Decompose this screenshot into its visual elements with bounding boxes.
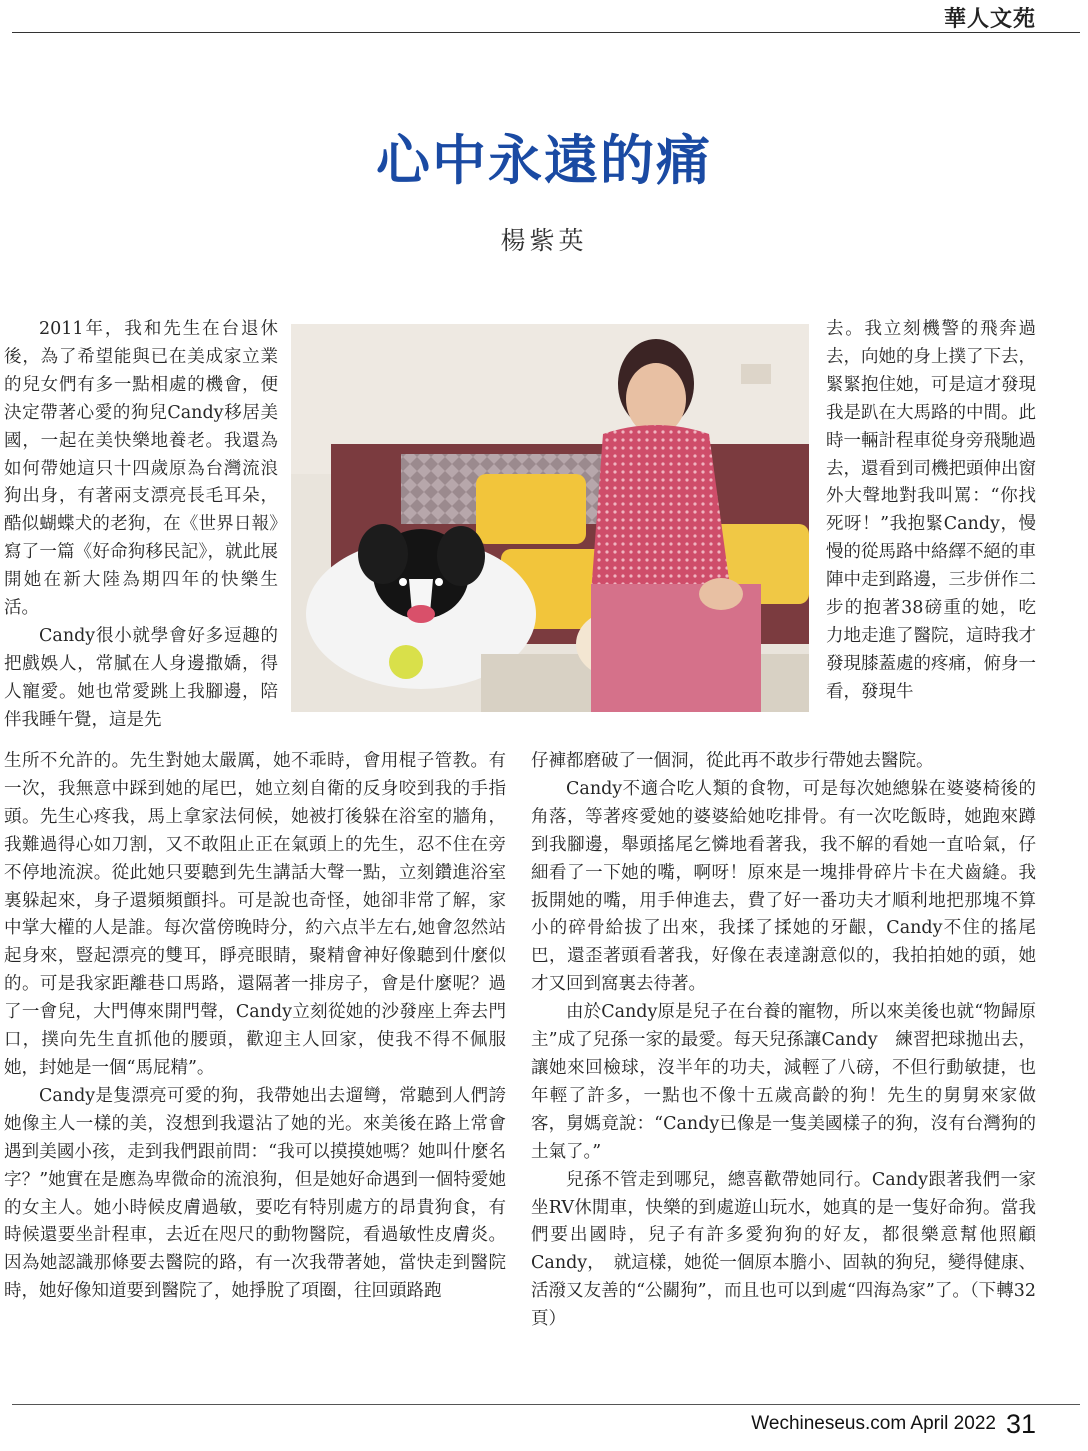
paragraph: 由於Candy原是兒子在台養的寵物，所以來美後也就“物歸原主”成了兒孫一家的最愛。每天兒孫讓Candy 練習把球拋出去，讓她來回檢球，沒半年的功夫，減輕了八磅，不但行動敏捷，也年輕了許多，一點也不像十五歲高齡的狗！先生的舅舅來家做客，舅媽竟說：“Candy已像是一隻美國樣子的狗，沒有台灣狗的土氣了。” — [531, 1002, 1036, 1162]
paragraph: Candy是隻漂亮可愛的狗，我帶她出去遛彎，常聽到人們誇她像主人一樣的美，沒想到我還沾了她的光。來美後在路上常會遇到美國小孩，走到我們跟前問：“我可以摸摸她嗎？她叫什麼名字？”她實在是應為卑微命的流浪狗，但是她好命遇到一個特愛她的女主人。她小時候皮膚過敏，要吃有特別處方的昂貴狗食，有時候還要坐計程車，去近在咫尺的動物醫院，看過敏性皮膚炎。因為她認識那條要去醫院的路，有一次我帶著她，當快走到醫院時，她好像知道要到醫院了，她掙脫了項圈，往回頭路跑 — [4, 1085, 506, 1302]
paragraph: 2011年，我和先生在台退休後，為了希望能與已在美成家立業的兒女們有多一點相處的機會，便決定帶著心愛的狗兒Candy移居美國，一起在美快樂地養老。我還為如何帶她這只十四歲原為台灣流浪狗出身，有著兩支漂亮長毛耳朵，酷似蝴蝶犬的老狗，在《世界日報》寫了一篇《好命狗移民記》，就此展開她在新大陸為期四年的快樂生活。 — [4, 319, 278, 619]
paragraph: 兒孫不管走到哪兒，總喜歡帶她同行。Candy跟著我們一家坐RV休閒車，快樂的到處遊山玩水，她真的是一隻好命狗。當我們要出國時，兒子有許多愛狗狗的好友，都很樂意幫他照顧Candy， 就這樣，她從一個原本膽小、固執的狗兒，變得健康、活潑又友善的“公關狗”，而且也可以到處“四海為家”了。（下轉32頁） — [531, 1169, 1036, 1330]
article-title: 心中永遠的痛 — [376, 129, 712, 192]
paragraph: Candy不適合吃人類的食物，可是每次她總躲在婆婆椅後的角落，等著疼愛她的婆婆給她吃排骨。有一次吃飯時，她跑來蹲到我腳邊，舉頭搖尾乞憐地看著我，我不解的看她一直哈氣，仔細看了一下她的嘴，啊呀！原來是一塊排骨碎片卡在犬齒縫。我扳開她的嘴，用手伸進去，費了好一番功夫才順利地把那塊不算小的碎骨給拔了出來，我揉了揉她的牙齦，Candy不住的搖尾巴，還歪著頭看著我，好像在表達謝意似的，我拍拍她的頭，她才又回到窩裏去待著。 — [531, 778, 1036, 995]
section-heading: 華人文苑 — [943, 6, 1036, 32]
paragraph: 去。我立刻機警的飛奔過去，向她的身上撲了下去，緊緊抱住她，可是這才發現我是趴在大馬路的中間。此時一輛計程車從身旁飛馳過去，還看到司機把頭伸出窗外大聲地對我叫罵：“你找死呀！”我抱緊Candy，慢慢的從馬路中絡繹不絕的車陣中走到路邊，三步併作二步的抱著38磅重的她，吃力地走進了醫院，這時我才發現膝蓋處的疼痛，俯身一看，發現牛 — [826, 319, 1036, 702]
page-number: 31 — [1005, 1408, 1036, 1439]
paragraph: 仔褲都磨破了一個洞，從此再不敢步行帶她去醫院。 — [531, 751, 934, 771]
article-column-bottom-right — [531, 748, 1036, 1334]
header-rule — [12, 32, 1080, 33]
photo-illustration — [291, 324, 809, 712]
page-footer — [751, 1404, 1036, 1444]
footer-site: Wechineseus.com April 2022 — [751, 1413, 996, 1434]
paragraph: Candy很小就學會好多逗趣的把戲娛人，常膩在人身邊撒嬌，得人寵愛。她也常愛跳上我腳邊，陪伴我睡午覺，這是先 — [4, 625, 278, 730]
article-column-bottom-left — [4, 748, 506, 1306]
article-column-right — [826, 316, 1036, 707]
article-photo — [291, 324, 809, 712]
article-author: 楊紫英 — [500, 226, 588, 255]
article-column-left — [4, 316, 278, 735]
paragraph: 生所不允許的。先生對她太嚴厲，她不乖時，會用棍子管教。有一次，我無意中踩到她的尾巴，她立刻自衛的反身咬到我的手指頭。先生心疼我，馬上拿家法伺候，她被打後躲在浴室的牆角，我難過得心如刀割，又不敢阻止正在氣頭上的先生，忍不住在旁不停地流淚。從此她只要聽到先生講話大聲一點，立刻鑽進浴室裏躲起來，身子還頻頻顫抖。可是說也奇怪，她卻非常了解，家中掌大權的人是誰。每次當傍晚時分，約六点半左右,她會忽然站起身來，豎起漂亮的雙耳，睜亮眼睛，聚精會神好像聽到什麼似的。可是我家距離巷口馬路，還隔著一排房子，會是什麼呢？過了一會兒，大門傳來開門聲，Candy立刻從她的沙發座上奔去門口，撲向先生直抓他的腰頭，歡迎主人回家，使我不得不佩服她，封她是一個“馬屁精”。 — [4, 751, 506, 1078]
